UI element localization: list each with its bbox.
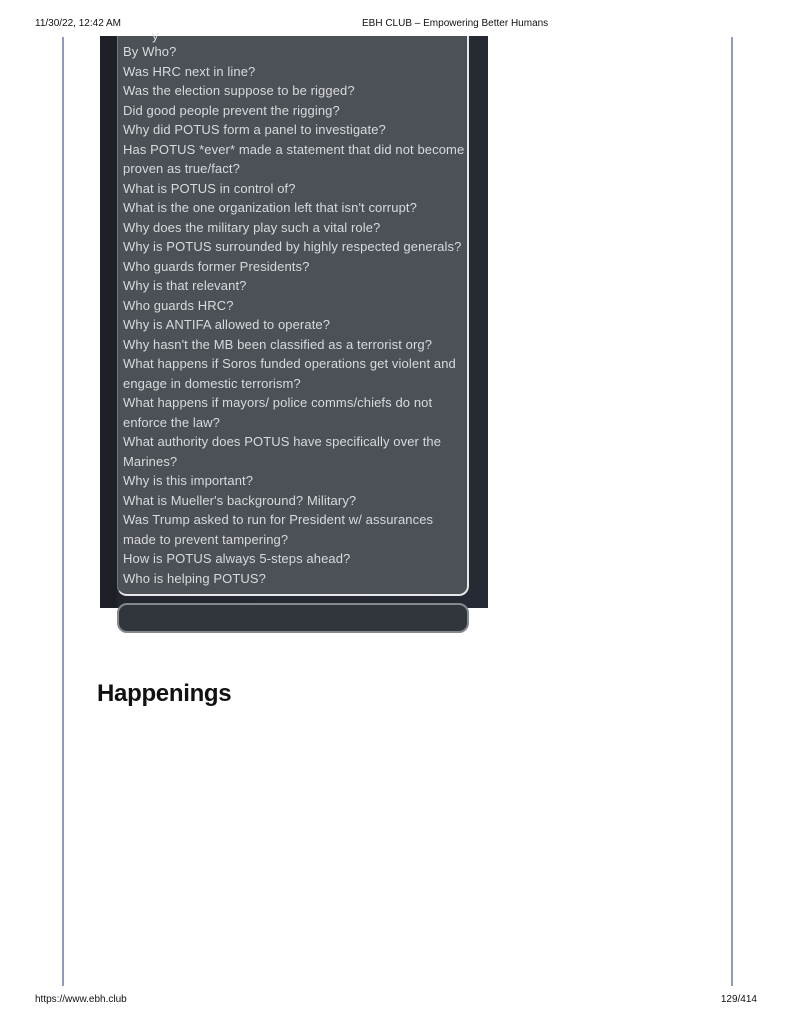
question-line: By Who? [123, 44, 177, 59]
question-line: proven as true/fact? [123, 161, 240, 176]
question-line: enforce the law? [123, 414, 220, 430]
question-line: Who guards HRC? [123, 297, 234, 313]
quoted-questions-panel [117, 28, 469, 596]
question-line: Who is helping POTUS? [123, 570, 266, 586]
question-line: Was Trump asked to run for President w/ assurances [123, 512, 434, 527]
question-line: engage in domestic terrorism? [123, 375, 301, 391]
question-line: What authority does POTUS have specifically over the [123, 434, 442, 449]
question-line: Who guards former Presidents? [123, 258, 310, 274]
print-header-datetime: 11/30/22, 12:42 AM [35, 18, 121, 29]
embedded-screenshot-image [100, 28, 488, 608]
question-line: What is the one organization left that isn't corrupt? [123, 200, 417, 215]
question-line: How is POTUS always 5-steps ahead? [123, 551, 351, 566]
cut-off-text-fragment: y [152, 28, 159, 43]
question-line: What happens if Soros funded operations get violent and [123, 356, 456, 371]
questions-list [118, 42, 467, 588]
question-line: What is Mueller's background? Military? [123, 492, 357, 508]
next-quoted-panel-edge [117, 603, 469, 633]
question-line: What happens if mayors/ police comms/chiefs do not [123, 395, 433, 410]
column-rule-left [62, 37, 64, 986]
question-line: Why is that relevant? [123, 278, 247, 293]
question-line: Marines? [123, 453, 178, 469]
column-rule-right [731, 37, 733, 986]
question-line: Why hasn't the MB been classified as a terrorist org? [123, 336, 433, 352]
print-footer-url: https://www.ebh.club [35, 994, 127, 1005]
section-heading-happenings: Happenings [97, 680, 232, 707]
question-line: Why is this important? [123, 473, 254, 488]
question-line: What is POTUS in control of? [123, 180, 296, 196]
print-footer-page-number: 129/414 [720, 994, 757, 1005]
question-line: Why is POTUS surrounded by highly respected generals? [123, 239, 462, 254]
print-header-title: EBH CLUB – Empowering Better Humans [362, 18, 549, 29]
question-line: Did good people prevent the rigging? [123, 102, 340, 118]
question-line: Has POTUS *ever* made a statement that did not become [123, 141, 465, 157]
question-line: Was HRC next in line? [123, 63, 256, 79]
question-line: Why did POTUS form a panel to investigate? [123, 122, 386, 137]
question-line: Why is ANTIFA allowed to operate? [123, 317, 331, 332]
question-line: Was the election suppose to be rigged? [123, 83, 355, 98]
question-line: Why does the military play such a vital role? [123, 219, 381, 235]
question-line: made to prevent tampering? [123, 531, 289, 547]
